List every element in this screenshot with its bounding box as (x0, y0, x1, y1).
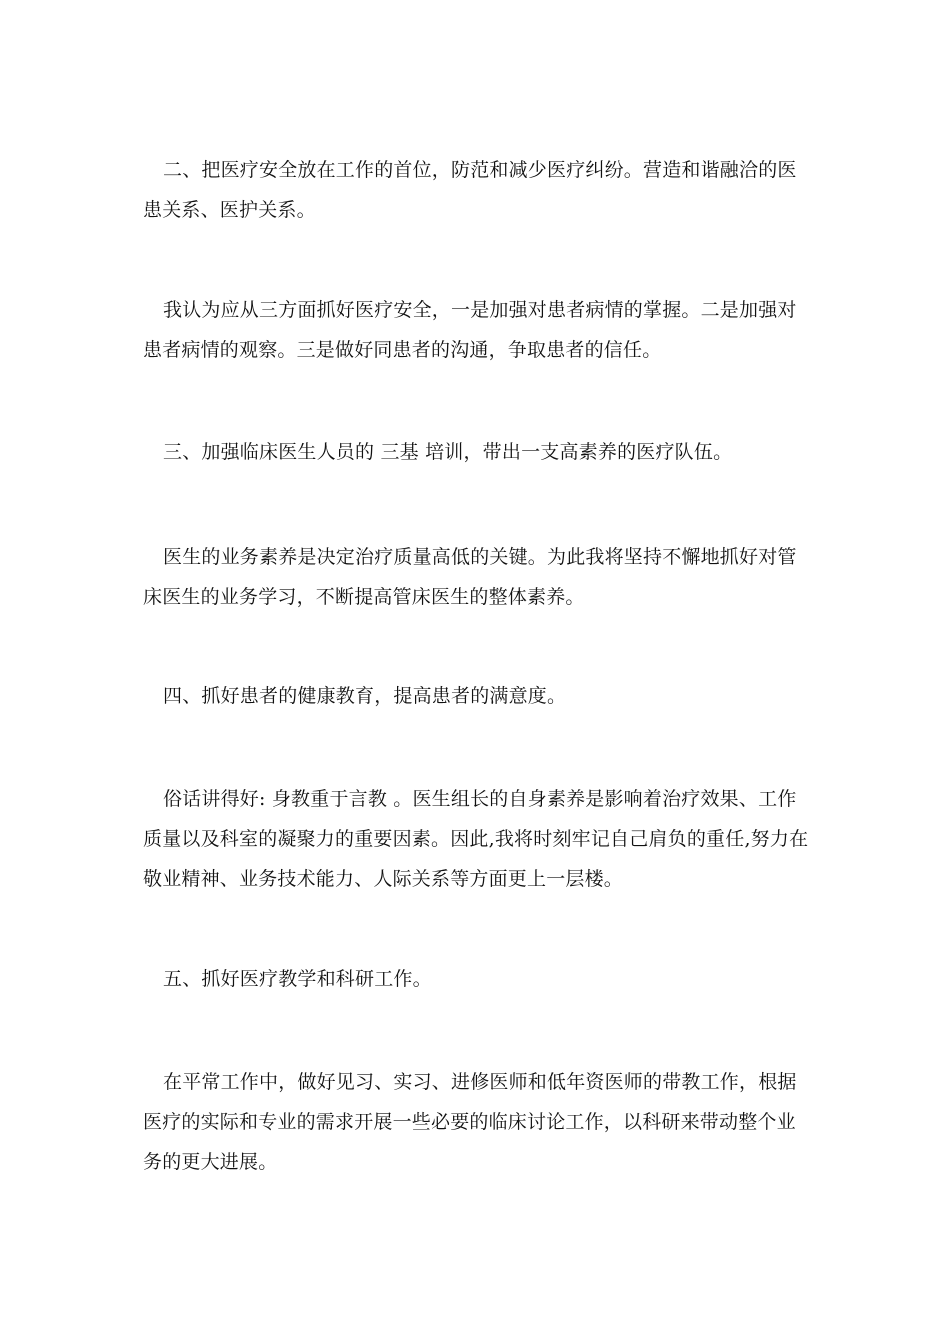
section-heading-5: 五、抓好医疗教学和科研工作。 (163, 968, 432, 990)
paragraph-doctor-training: 医生的业务素养是决定治疗质量高低的关键。为此我将坚持不懈地抓好对管床医生的业务学习，不断提高管床医生的整体素养。 (143, 546, 797, 608)
section-heading-3: 三、加强临床医生人员的 三基 培训，带出一支高素养的医疗队伍。 (163, 441, 733, 463)
paragraph-teaching-research: 在平常工作中，做好见习、实习、进修医师和低年资医师的带教工作，根据医疗的实际和专业的需求开展一些必要的临床讨论工作，以科研来带动整个业务的更大进展。 (143, 1071, 797, 1173)
paragraph-safety-measures: 我认为应从三方面抓好医疗安全，一是加强对患者病情的掌握。二是加强对患者病情的观察。三是做好同患者的沟通，争取患者的信任。 (143, 299, 797, 361)
section-heading-2: 二、把医疗安全放在工作的首位，防范和减少医疗纠纷。营造和谐融洽的医患关系、医护关系。 (143, 159, 797, 221)
paragraph-self-cultivation: 俗话讲得好: 身教重于言教 。医生组长的自身素养是影响着治疗效果、工作质量以及科室的凝聚力的重要因素。因此,我将时刻牢记自己肩负的重任,努力在敬业精神、业务技术能力、人际关系等方面更上一层楼。 (143, 788, 809, 890)
section-heading-4: 四、抓好患者的健康教育，提高患者的满意度。 (163, 685, 567, 707)
